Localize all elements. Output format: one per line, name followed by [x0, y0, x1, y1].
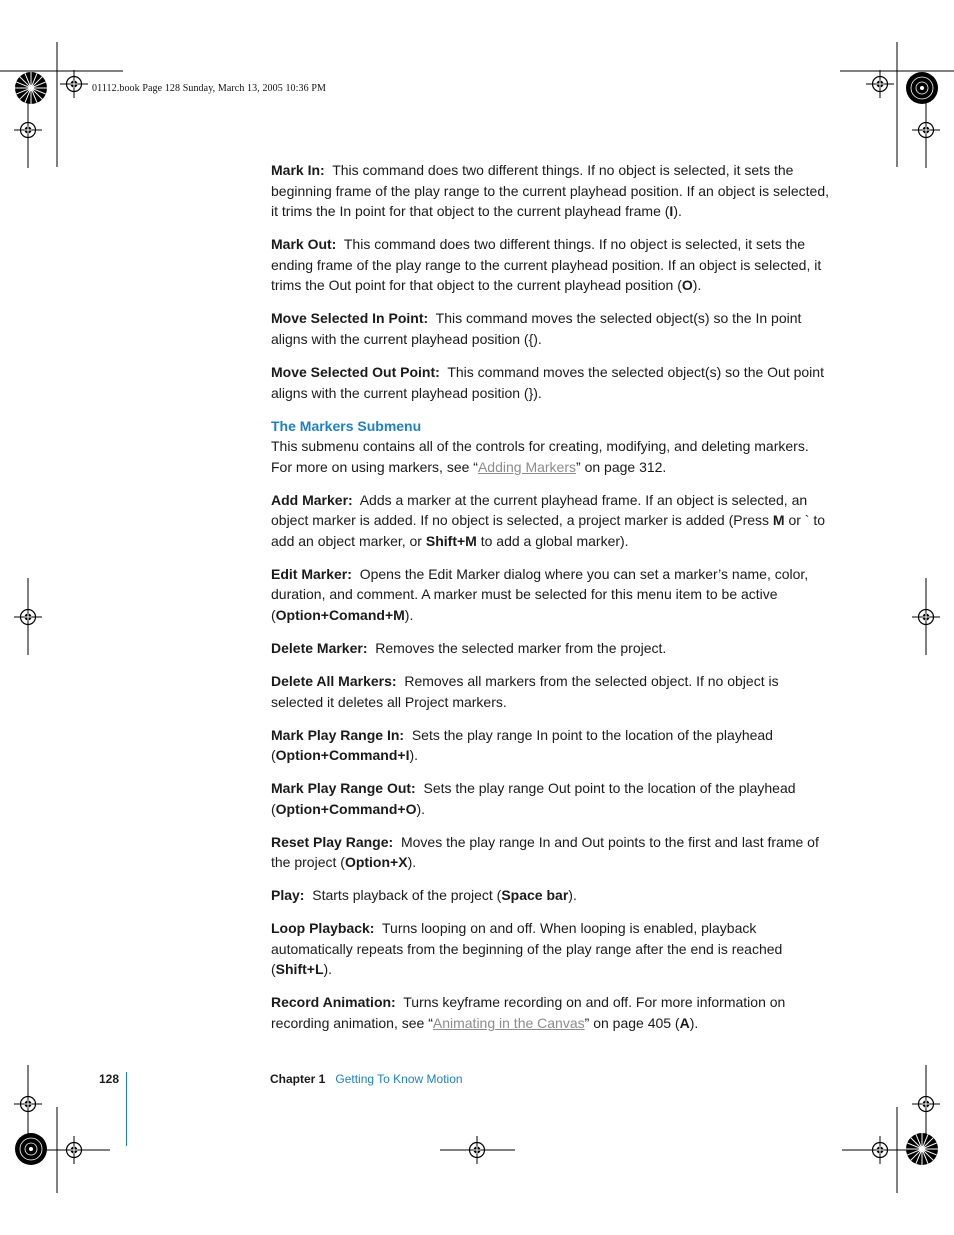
- entry-text-end: ).: [673, 203, 682, 220]
- entry-term: Move Selected Out Point:: [271, 363, 440, 380]
- entry-text: This command moves the selected object(s) so the In point aligns with the current playhead position ({).: [271, 310, 802, 347]
- entry-text-end: to add a global marker).: [476, 532, 629, 549]
- entry-text-end: ).: [409, 747, 419, 764]
- entry-move-selected-out: [271, 362, 831, 403]
- entry-text: Opens the Edit Marker dialog where you can set a marker’s name, color, duration, and comment. A marker must be selected for this menu item to be active (: [271, 565, 809, 624]
- entry-text: Turns keyframe recording on and off. For more information on recording animation, see “: [271, 994, 786, 1032]
- entry-text-end: ).: [692, 277, 702, 294]
- entry-play: [271, 885, 831, 906]
- entry-term: Reset Play Range:: [271, 833, 394, 850]
- entry-term: Move Selected In Point:: [271, 310, 429, 327]
- section-heading: The Markers Submenu: [271, 417, 422, 434]
- entry-term: Delete Marker:: [271, 640, 368, 657]
- entry-text: Removes all markers from the selected object. If no object is selected it deletes all Project markers.: [271, 673, 779, 710]
- intro-text: This submenu contains all of the controls for creating, modifying, and deleting markers. For more on using markers, see “: [271, 438, 809, 475]
- cross-reference-link[interactable]: Adding Markers: [477, 458, 577, 475]
- entry-text: Moves the play range In and Out points to the first and last frame of the project (: [271, 833, 819, 871]
- entry-term: Add Marker:: [271, 491, 353, 508]
- entry-text: Adds a marker at the current playhead frame. If an object is selected, an object marker is added. If no object is selected, a project marker is added (Press: [271, 491, 808, 529]
- entry-term: Mark In:: [271, 162, 325, 178]
- entry-mark-play-range-out: [271, 778, 831, 819]
- entry-reset-play-range: [271, 832, 831, 873]
- entry-text: ” on page 405 (: [584, 1015, 680, 1032]
- entry-text: Turns looping on and off. When looping is enabled, playback automatically repeats from the beginning of the play range after the end is reached (: [271, 920, 783, 978]
- book-slug-header: 01112.book Page 128 Sunday, March 13, 2005 10:36 PM: [92, 83, 326, 94]
- entry-loop-playback: [271, 918, 831, 980]
- entry-text: This command moves the selected object(s) so the Out point aligns with the current playhead position (}).: [271, 363, 824, 401]
- entry-term: Delete All Markers:: [271, 673, 397, 689]
- cross-reference-link[interactable]: Animating in the Canvas: [432, 1015, 585, 1032]
- entry-mark-in: [271, 160, 831, 222]
- page-body: [271, 160, 831, 1046]
- entry-term: Edit Marker:: [271, 565, 352, 582]
- shortcut-key: Option+Comand+M: [275, 607, 405, 624]
- chapter-title: Getting To Know Motion: [335, 1072, 463, 1086]
- entry-text-end: ).: [323, 961, 333, 978]
- shortcut-key: Option+Command+O: [275, 800, 417, 817]
- entry-text: Sets the play range Out point to the location of the playhead (: [271, 780, 796, 817]
- entry-text-end: ).: [404, 607, 414, 624]
- shortcut-key: Space bar: [501, 887, 569, 904]
- entry-text-end: ).: [416, 800, 426, 817]
- entry-term: Loop Playback:: [271, 920, 375, 937]
- entry-term: Mark Play Range In:: [271, 726, 405, 743]
- entry-text: Sets the play range In point to the location of the playhead (: [271, 726, 773, 764]
- chapter-label: Chapter 1: [270, 1072, 326, 1086]
- entry-text: This command does two different things. If no object is selected, it sets the ending frame of the play range to the current playhead position. If an object is selected, it trims the Out point for that object to the current playhead position (: [271, 236, 822, 294]
- section-intro: [271, 436, 831, 477]
- entry-term: Record Animation:: [271, 994, 396, 1011]
- shortcut-key: Option+Command+I: [275, 747, 410, 764]
- shortcut-key: O: [681, 277, 693, 294]
- intro-text-end: ” on page 312.: [576, 458, 667, 475]
- entry-text: or ` to add an object marker, or: [271, 512, 826, 549]
- entry-edit-marker: [271, 564, 831, 626]
- entry-record-animation: [271, 992, 831, 1033]
- footer-divider: [126, 1072, 127, 1146]
- entry-text-end: ).: [407, 854, 417, 871]
- shortcut-key: A: [679, 1015, 690, 1032]
- shortcut-key: M: [772, 512, 785, 529]
- entry-add-marker: [271, 490, 831, 552]
- entry-text-end: ).: [568, 887, 577, 904]
- page-number: 128: [99, 1072, 120, 1086]
- shortcut-key: I: [669, 203, 674, 220]
- entry-term: Mark Out:: [271, 236, 337, 253]
- entry-term: Mark Play Range Out:: [271, 780, 416, 797]
- entry-delete-marker: [271, 638, 831, 659]
- shortcut-key: Shift+L: [275, 961, 324, 978]
- entry-text: Removes the selected marker from the project.: [375, 640, 667, 657]
- entry-text-end: ).: [689, 1015, 699, 1032]
- shortcut-key: Option+X: [344, 854, 408, 871]
- entry-mark-out: [271, 234, 831, 296]
- entry-delete-all-markers: [271, 671, 831, 712]
- entry-move-selected-in: [271, 308, 831, 349]
- entry-term: Play:: [271, 887, 305, 904]
- shortcut-key: Shift+M: [425, 532, 477, 549]
- footer-chapter: [270, 1072, 463, 1086]
- entry-mark-play-range-in: [271, 725, 831, 766]
- entry-text: Starts playback of the project (: [312, 887, 502, 904]
- entry-text: This command does two different things. If no object is selected, it sets the beginning frame of the play range to the current playhead position. If an object is selected, it trims the In point for that object to the current playhead frame (: [271, 162, 830, 220]
